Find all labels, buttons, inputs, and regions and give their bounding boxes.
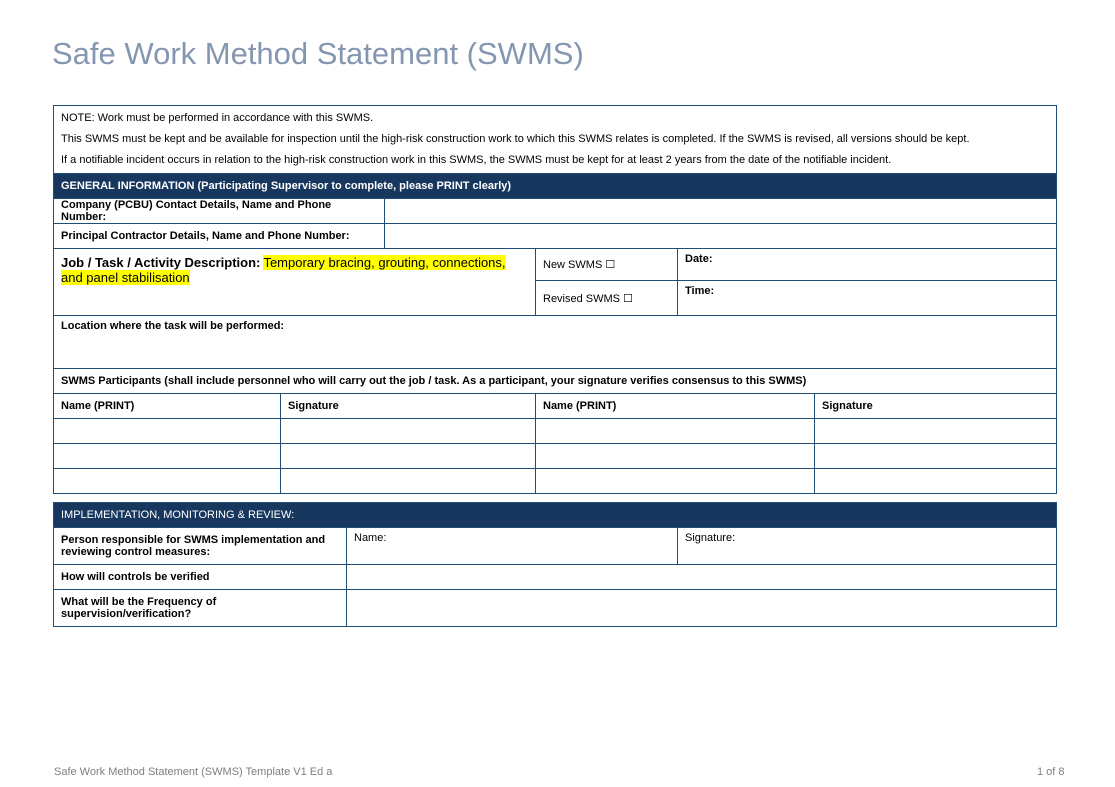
responsible-signature-field[interactable]: [678, 528, 1057, 565]
participant-signature-cell[interactable]: [281, 444, 536, 469]
notes-cell: [54, 106, 1057, 174]
participant-name-header: Name (PRINT): [54, 394, 281, 419]
date-label: Date:: [685, 253, 713, 265]
controls-verified-field[interactable]: [347, 565, 1057, 590]
participant-name-cell[interactable]: [536, 419, 815, 444]
responsible-name-field[interactable]: [347, 528, 678, 565]
participant-row: [54, 469, 1057, 494]
date-field[interactable]: [678, 249, 1057, 281]
participant-signature-cell[interactable]: [815, 444, 1057, 469]
participant-name-cell[interactable]: [54, 469, 281, 494]
participants-label: SWMS Participants (shall include personnel who will carry out the job / task. As a participant, your signature verifies consensus to this SWMS): [54, 369, 1057, 394]
implementation-table: [53, 502, 1057, 627]
responsible-name-label: Name:: [354, 532, 387, 544]
responsible-signature-label: Signature:: [685, 532, 736, 544]
participant-row: [54, 444, 1057, 469]
job-description-value: Temporary bracing, grouting, connections, and panel stabilisation: [61, 255, 506, 285]
frequency-field[interactable]: [347, 590, 1057, 627]
participant-signature-header: Signature: [815, 394, 1057, 419]
implementation-header: IMPLEMENTATION, MONITORING & REVIEW:: [54, 503, 1057, 528]
location-label: Location where the task will be performed:: [61, 320, 285, 332]
participant-signature-cell[interactable]: [281, 419, 536, 444]
general-info-table: [53, 105, 1057, 494]
controls-verified-label: How will controls be verified: [54, 565, 347, 590]
footer-page-number: 1 of 8: [1037, 766, 1065, 778]
job-description-label: Job / Task / Activity Description:: [61, 255, 261, 270]
participant-name-cell[interactable]: [536, 469, 815, 494]
person-responsible-label: Person responsible for SWMS implementation and reviewing control measures:: [54, 528, 347, 565]
footer-document-name: Safe Work Method Statement (SWMS) Template V1 Ed a: [54, 766, 333, 778]
participant-name-cell[interactable]: [536, 444, 815, 469]
participant-signature-cell[interactable]: [281, 469, 536, 494]
general-info-header: GENERAL INFORMATION (Participating Supervisor to complete, please PRINT clearly): [54, 174, 1057, 199]
participant-name-cell[interactable]: [54, 419, 281, 444]
participant-name-header: Name (PRINT): [536, 394, 815, 419]
revised-swms-checkbox[interactable]: Revised SWMS ☐: [536, 281, 678, 316]
time-field[interactable]: [678, 281, 1057, 316]
job-description-cell[interactable]: [54, 249, 536, 316]
principal-contractor-label: Principal Contractor Details, Name and Phone Number:: [54, 224, 385, 249]
participant-signature-header: Signature: [281, 394, 536, 419]
new-swms-checkbox[interactable]: New SWMS ☐: [536, 249, 678, 281]
participant-signature-cell[interactable]: [815, 419, 1057, 444]
location-field[interactable]: [54, 316, 1057, 369]
page-title: Safe Work Method Statement (SWMS): [52, 36, 584, 71]
participant-signature-cell[interactable]: [815, 469, 1057, 494]
note-line: This SWMS must be kept and be available for inspection until the high-risk construction work to which this SWMS relates is completed. If the SWMS is revised, all versions should be kept.: [61, 133, 970, 145]
principal-contractor-field[interactable]: [385, 224, 1057, 249]
note-line: If a notifiable incident occurs in relation to the high-risk construction work in this SWMS, the SWMS must be kept for at least 2 years from the date of the notifiable incident.: [61, 154, 892, 166]
company-label: Company (PCBU) Contact Details, Name and Phone Number:: [54, 199, 385, 224]
note-line: NOTE: Work must be performed in accordance with this SWMS.: [61, 112, 374, 124]
participant-name-cell[interactable]: [54, 444, 281, 469]
frequency-label: What will be the Frequency of supervision/verification?: [54, 590, 347, 627]
time-label: Time:: [685, 285, 715, 297]
company-field[interactable]: [385, 199, 1057, 224]
participant-row: [54, 419, 1057, 444]
